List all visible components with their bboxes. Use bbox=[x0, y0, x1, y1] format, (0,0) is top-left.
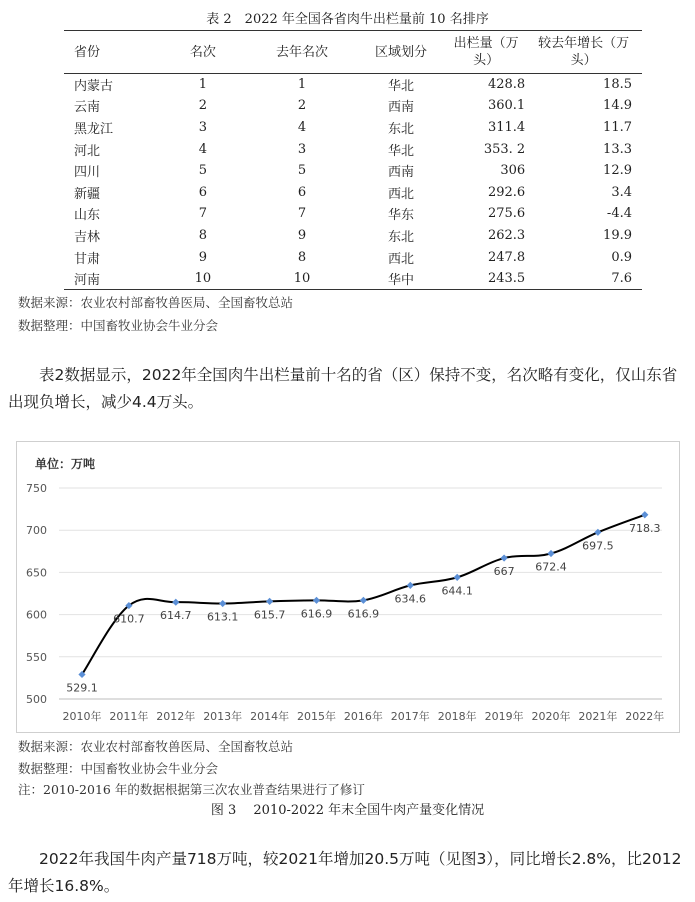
data-label: 718.3 bbox=[629, 521, 661, 535]
y-tick-label: 500 bbox=[26, 693, 47, 706]
data-point-marker bbox=[360, 597, 367, 604]
data-label: 615.7 bbox=[253, 608, 286, 622]
table-row bbox=[64, 95, 642, 117]
header-stock: 出栏量（万头） bbox=[447, 31, 535, 74]
cell-stock: 306 bbox=[500, 163, 526, 179]
table-row bbox=[64, 74, 642, 96]
cell-growth: 14.9 bbox=[603, 98, 632, 114]
unit-label: 单位：万吨 bbox=[35, 457, 96, 471]
data-label: 634.6 bbox=[394, 592, 427, 606]
data-point-marker bbox=[313, 597, 320, 604]
cell-province: 四川 bbox=[74, 165, 101, 181]
x-tick-label: 2015年 bbox=[297, 710, 336, 723]
data-label: 616.9 bbox=[300, 607, 333, 621]
cell-growth: 0.9 bbox=[611, 249, 632, 265]
ranking-table bbox=[64, 30, 642, 290]
data-label: 610.7 bbox=[113, 612, 145, 626]
cell-region: 华中 bbox=[355, 268, 447, 290]
table-compiler-note: 数据整理：中国畜牧业协会牛业分会 bbox=[18, 318, 219, 333]
cell-last-rank: 3 bbox=[297, 141, 307, 157]
cell-rank: 2 bbox=[198, 98, 208, 114]
table-row bbox=[64, 117, 642, 139]
x-axis-ticks bbox=[63, 709, 665, 723]
paragraph-table-summary: 表2数据显示，2022年全国肉牛出栏量前十名的省（区）保持不变，名次略有变化，仅山东省出现负增长，减少4.4万头。 bbox=[8, 366, 678, 411]
x-tick-label: 2016年 bbox=[343, 710, 383, 723]
table-source-note: 数据来源：农业农村部畜牧兽医局、全国畜牧总站 bbox=[18, 295, 294, 310]
table-header-row bbox=[64, 31, 642, 74]
y-tick-label: 700 bbox=[26, 524, 47, 538]
production-line-chart bbox=[17, 442, 679, 732]
series-line bbox=[82, 515, 645, 675]
cell-region: 西北 bbox=[387, 251, 414, 267]
x-tick-label: 2018年 bbox=[437, 710, 477, 723]
cell-last-rank: 8 bbox=[297, 249, 307, 265]
cell-last-rank: 1 bbox=[297, 77, 307, 93]
data-point-marker bbox=[172, 599, 179, 606]
data-labels bbox=[66, 522, 660, 695]
cell-rank: 5 bbox=[198, 163, 208, 179]
cell-region: 西南 bbox=[387, 165, 414, 181]
paragraph-production-summary: 2022年我国牛肉产量718万吨，较2021年增加20.5万吨（见图3），同比增长2.8%，比2012年增长16.8%。 bbox=[8, 850, 682, 895]
cell-province: 河北 bbox=[74, 143, 101, 159]
cell-stock: 292.6 bbox=[487, 184, 526, 200]
x-tick-label: 2020年 bbox=[531, 710, 571, 723]
data-label: 613.1 bbox=[206, 610, 239, 624]
y-tick-label: 600 bbox=[26, 608, 47, 622]
y-axis-ticks bbox=[26, 482, 47, 706]
cell-region: 华北 bbox=[387, 143, 414, 159]
table-row bbox=[64, 268, 642, 290]
grid-lines bbox=[59, 488, 662, 699]
cell-growth: -4.4 bbox=[606, 206, 632, 222]
x-tick-label: 2019年 bbox=[484, 710, 524, 723]
cell-rank: 1 bbox=[198, 77, 208, 93]
header-region: 区域划分 bbox=[355, 31, 447, 74]
cell-growth: 3.4 bbox=[611, 184, 632, 200]
x-tick-label: 2010年 bbox=[62, 710, 102, 723]
figure-revision-note: 注：2010-2016 年的数据根据第三次农业普查结果进行了修订 bbox=[18, 782, 365, 797]
header-growth: 较去年增长（万头） bbox=[535, 31, 642, 74]
cell-region: 东北 bbox=[387, 121, 414, 137]
cell-stock: 247.8 bbox=[487, 249, 526, 265]
figure-caption: 图 3 2010-2022 年末全国牛肉产量变化情况 bbox=[210, 803, 485, 818]
data-point-marker bbox=[219, 600, 226, 607]
x-tick-label: 2011年 bbox=[109, 710, 149, 723]
cell-province: 甘肃 bbox=[74, 251, 101, 267]
y-tick-label: 550 bbox=[26, 650, 47, 664]
cell-growth: 11.7 bbox=[603, 119, 632, 135]
cell-rank: 4 bbox=[198, 141, 208, 157]
data-label: 672.4 bbox=[535, 560, 567, 574]
cell-rank: 3 bbox=[198, 119, 208, 135]
cell-province: 河南 bbox=[64, 268, 157, 290]
cell-growth: 18.5 bbox=[603, 77, 632, 93]
table-row bbox=[64, 160, 642, 182]
chart-container bbox=[16, 441, 680, 733]
figure-compiler-note: 数据整理：中国畜牧业协会牛业分会 bbox=[18, 761, 219, 776]
y-tick-label: 750 bbox=[26, 482, 47, 495]
data-label: 616.9 bbox=[347, 607, 380, 621]
table-row bbox=[64, 203, 642, 225]
cell-last-rank: 10 bbox=[249, 268, 355, 290]
cell-province: 黑龙江 bbox=[74, 121, 114, 137]
data-label: 644.1 bbox=[441, 584, 473, 598]
cell-last-rank: 9 bbox=[297, 227, 307, 243]
y-tick-label: 650 bbox=[26, 566, 47, 580]
table-row bbox=[64, 138, 642, 160]
cell-last-rank: 2 bbox=[297, 98, 307, 114]
data-label: 529.1 bbox=[66, 681, 98, 695]
x-tick-label: 2017年 bbox=[390, 710, 430, 723]
cell-rank: 9 bbox=[198, 249, 208, 265]
cell-growth: 19.9 bbox=[603, 227, 632, 243]
cell-stock: 275.6 bbox=[487, 206, 526, 222]
cell-stock: 353. 2 bbox=[483, 141, 526, 157]
cell-rank: 7 bbox=[198, 206, 208, 222]
table-row bbox=[64, 246, 642, 268]
cell-province: 云南 bbox=[74, 100, 101, 116]
cell-stock: 428.8 bbox=[487, 77, 526, 93]
data-point-marker bbox=[454, 574, 461, 581]
data-point-marker bbox=[407, 582, 414, 589]
data-point-marker bbox=[266, 598, 273, 605]
cell-last-rank: 7 bbox=[297, 206, 307, 222]
data-point-marker bbox=[641, 511, 648, 518]
cell-last-rank: 5 bbox=[297, 163, 307, 179]
x-tick-label: 2013年 bbox=[203, 710, 243, 723]
cell-growth: 12.9 bbox=[603, 163, 632, 179]
cell-stock: 360.1 bbox=[487, 98, 526, 114]
header-last-rank: 去年名次 bbox=[249, 31, 355, 74]
cell-rank: 10 bbox=[157, 268, 249, 290]
table-body bbox=[64, 74, 642, 290]
data-point-marker bbox=[501, 554, 508, 561]
cell-rank: 8 bbox=[198, 227, 208, 243]
cell-last-rank: 6 bbox=[297, 184, 307, 200]
data-label: 614.7 bbox=[160, 609, 192, 623]
table-row bbox=[64, 225, 642, 247]
cell-stock: 311.4 bbox=[487, 119, 526, 135]
cell-province: 吉林 bbox=[74, 229, 101, 245]
data-label: 667 bbox=[493, 565, 515, 579]
data-label: 697.5 bbox=[582, 539, 614, 553]
x-tick-label: 2022年 bbox=[625, 710, 665, 723]
cell-stock: 243.5 bbox=[447, 268, 535, 290]
cell-province: 新疆 bbox=[74, 186, 101, 202]
cell-province: 内蒙古 bbox=[74, 79, 114, 95]
cell-growth: 7.6 bbox=[535, 268, 642, 290]
x-tick-label: 2021年 bbox=[578, 710, 618, 723]
data-markers bbox=[78, 511, 648, 678]
cell-stock: 262.3 bbox=[487, 227, 526, 243]
cell-last-rank: 4 bbox=[297, 119, 307, 135]
cell-region: 西北 bbox=[387, 186, 414, 202]
cell-region: 华北 bbox=[387, 79, 414, 95]
cell-rank: 6 bbox=[198, 184, 208, 200]
cell-growth: 13.3 bbox=[603, 141, 632, 157]
cell-region: 东北 bbox=[387, 229, 414, 245]
table-caption: 表 2 2022 年全国各省肉牛出栏量前 10 名排序 bbox=[206, 12, 489, 27]
header-province: 省份 bbox=[64, 31, 157, 74]
x-tick-label: 2012年 bbox=[156, 710, 196, 723]
table-row bbox=[64, 181, 642, 203]
data-point-marker bbox=[547, 550, 554, 557]
cell-region: 华东 bbox=[387, 208, 414, 224]
header-rank: 名次 bbox=[157, 31, 249, 74]
cell-province: 山东 bbox=[74, 208, 101, 224]
cell-region: 西南 bbox=[387, 100, 414, 116]
figure-source-note: 数据来源：农业农村部畜牧兽医局、全国畜牧总站 bbox=[18, 739, 294, 754]
x-tick-label: 2014年 bbox=[250, 710, 290, 723]
